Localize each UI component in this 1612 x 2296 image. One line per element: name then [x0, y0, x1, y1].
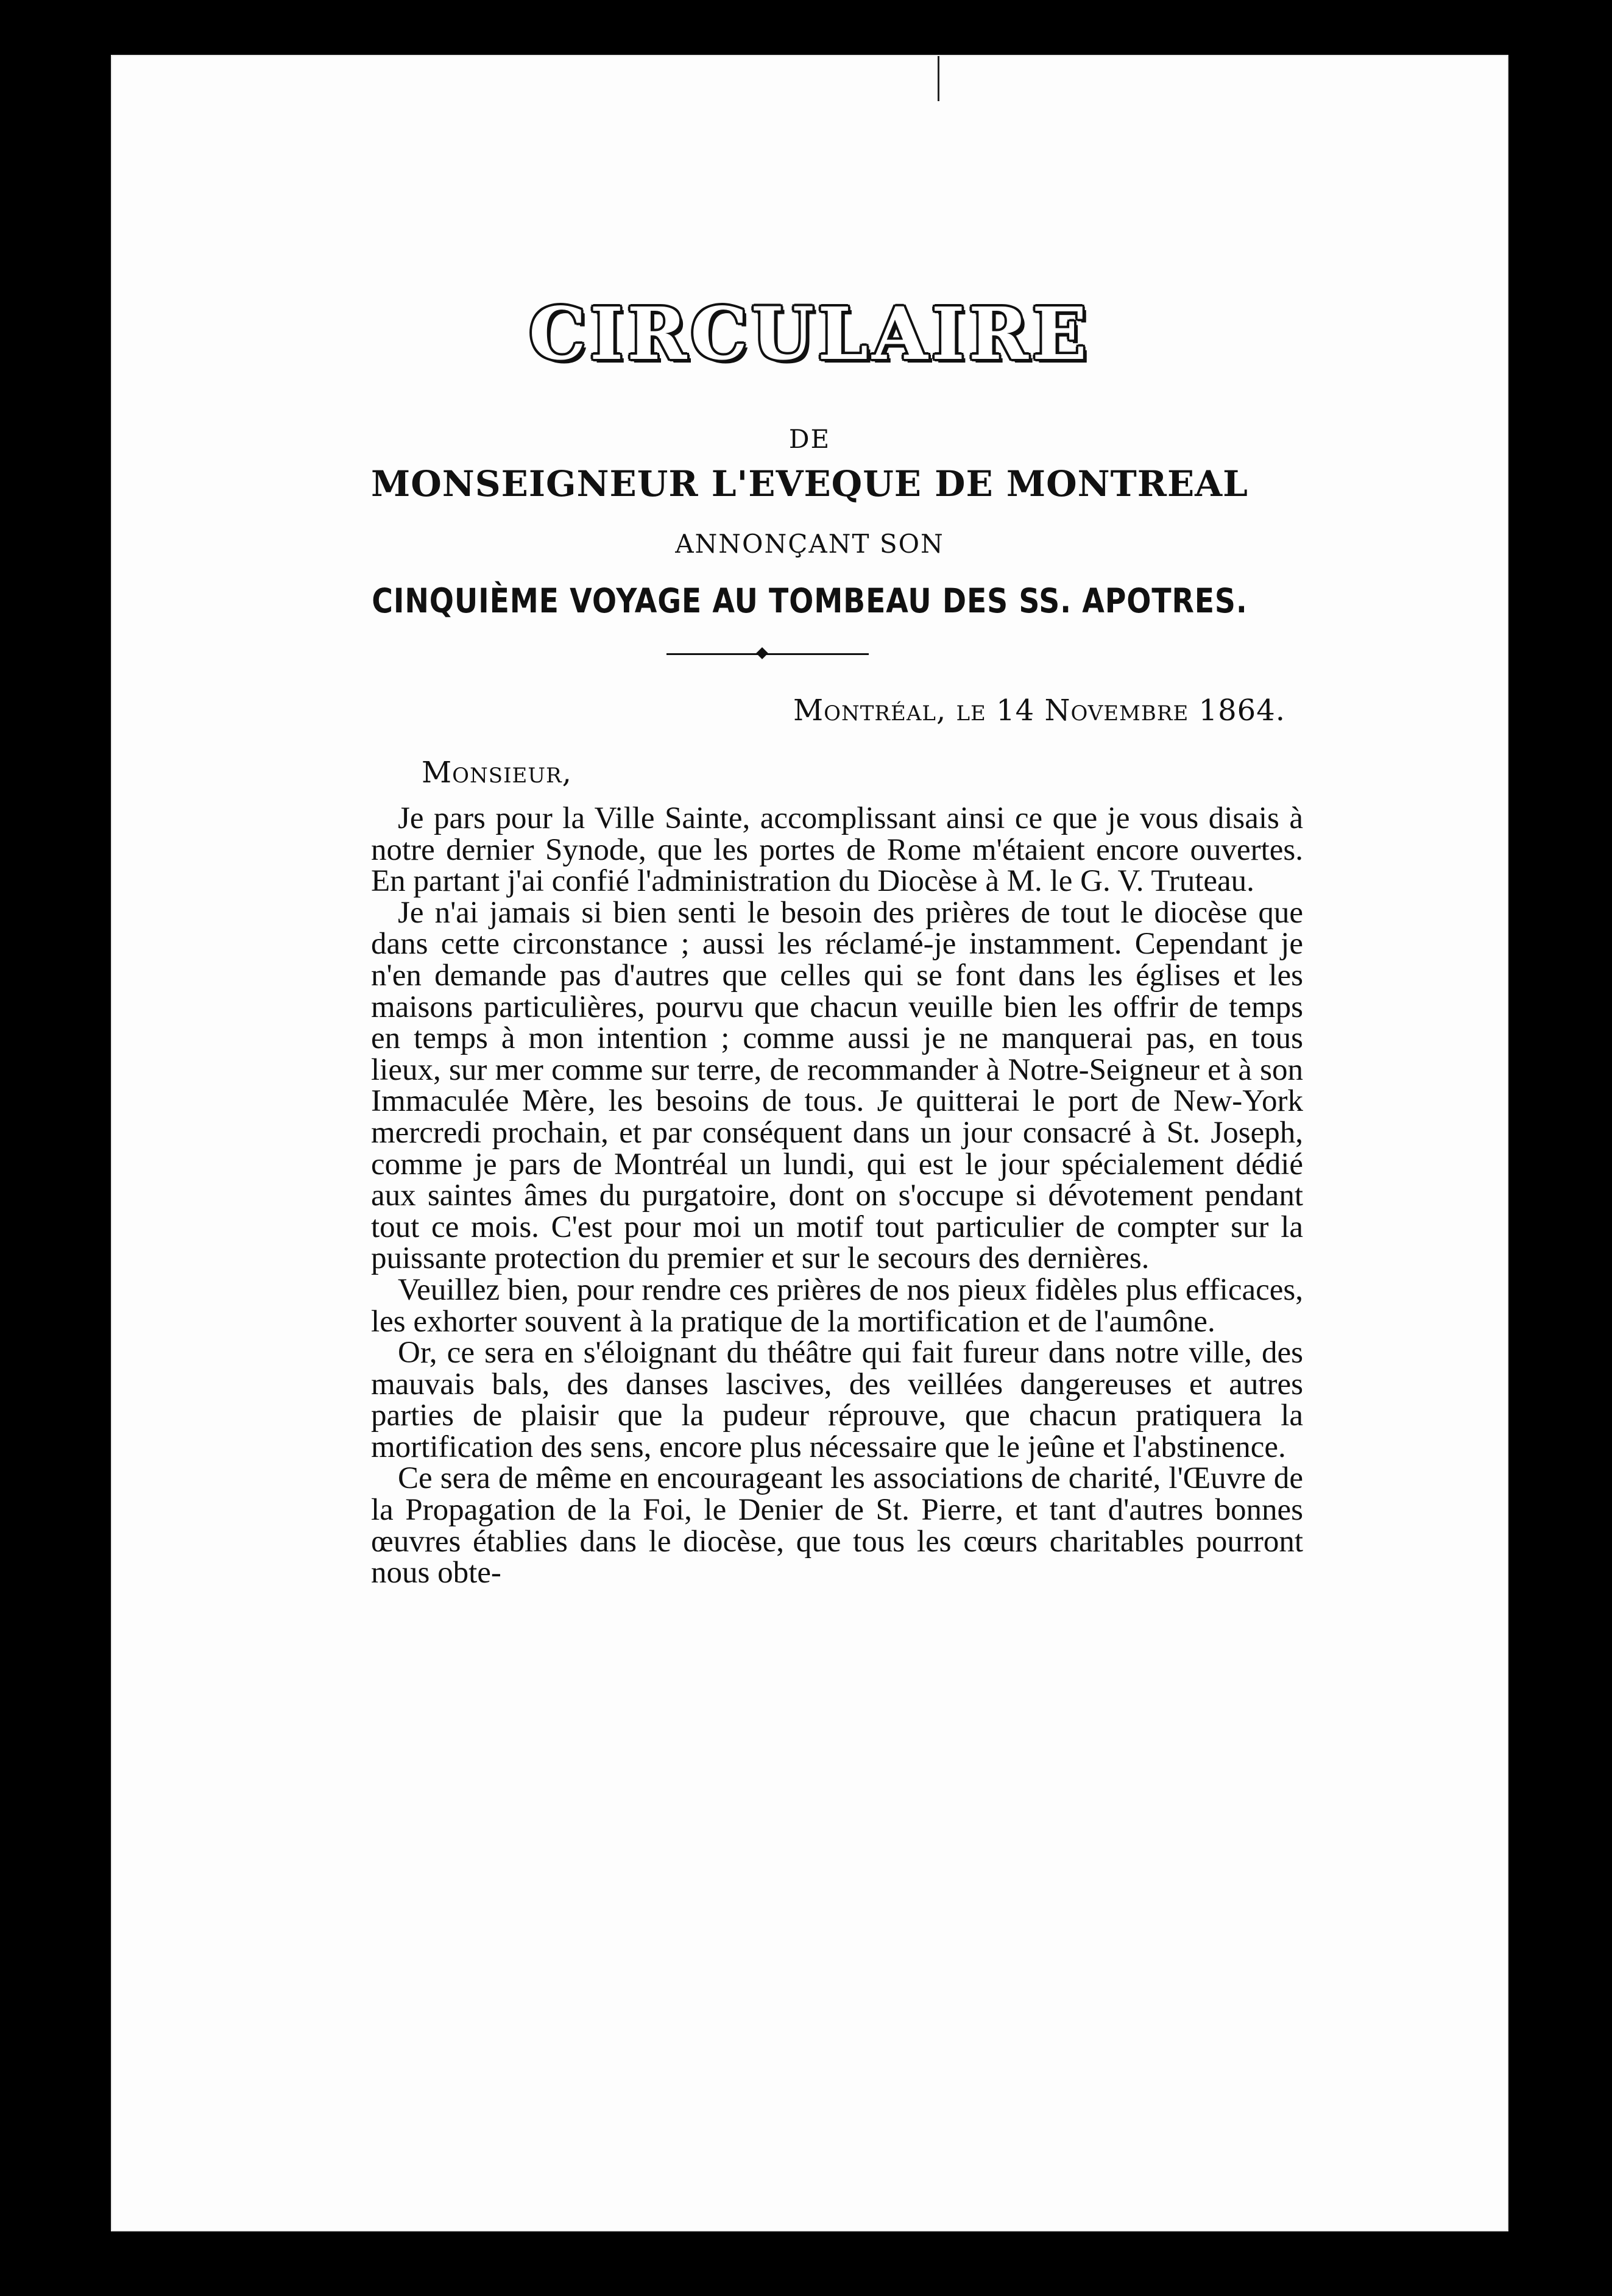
- title-connector: DE: [788, 424, 831, 454]
- salutation: Monsieur,: [422, 756, 572, 790]
- announce-line: ANNONÇANT SON: [675, 529, 944, 559]
- bishop-heading: MONSEIGNEUR L'EVEQUE DE MONTREAL: [371, 463, 1248, 505]
- letter-body: [371, 803, 1303, 1589]
- body-paragraph: Je n'ai jamais si bien senti le besoin des prières de tout le diocèse que dans cette circonstance ; aussi les réclamé-je instamment. Cependant je n'en demande pas d'autres que celles qui se font dans les églises et les maisons particulières, pourvu que chacun veuille bien les offrir de temps en temps à mon intention ; comme aussi je ne manquerai pas, en tous lieux, sur mer comme sur terre, de recommander à Notre-Seigneur et à son Immaculée Mère, les besoins de tous. Je quitterai le port de New-York mercredi prochain, et par conséquent dans un jour consacré à St. Joseph, comme je pars de Montréal un lundi, qui est le jour spécialement dédié aux saintes âmes du purgatoire, dont on s'occupe si dévotement pendant tout ce mois. C'est pour moi un motif tout particulier de compter sur la puissante protection du premier et sur le secours des dernières.: [371, 895, 1303, 1276]
- document-title: CIRCULAIRE: [529, 291, 1091, 376]
- body-paragraph: Je pars pour la Ville Sainte, accomplissant ainsi ce que je vous disais à notre dernier Synode, que les portes de Rome m'étaient encore ouvertes. En partant j'ai confié l'administration du Diocèse à M. le G. V. Truteau.: [371, 801, 1303, 899]
- body-paragraph: Veuillez bien, pour rendre ces prières de nos pieux fidèles plus efficaces, les exhorter souvent à la pratique de la mortification et de l'aumône.: [371, 1272, 1303, 1339]
- body-paragraph: Or, ce sera en s'éloignant du théâtre qui fait fureur dans notre ville, des mauvais bals, des danses lascives, des veillées dangereuses et autres parties de plaisir que la pudeur réprouve, que chacun pratiquera la mortification des sens, encore plus nécessaire que le jeûne et l'abstinence.: [371, 1336, 1303, 1464]
- page-fold-line: [938, 56, 939, 101]
- letter-date: Montréal, le 14 Novembre 1864.: [793, 693, 1285, 728]
- document-page: [112, 56, 1507, 2230]
- voyage-heading: CINQUIÈME VOYAGE AU TOMBEAU DES SS. APOTRES.: [372, 581, 1248, 620]
- ornamental-rule: [666, 653, 869, 655]
- body-paragraph: Ce sera de même en encourageant les associations de charité, l'Œuvre de la Propagation de la Foi, le Denier de St. Pierre, et tant d'autres bonnes œuvres établies dans le diocèse, que tous les cœurs charitables pourront nous obte-: [371, 1461, 1303, 1590]
